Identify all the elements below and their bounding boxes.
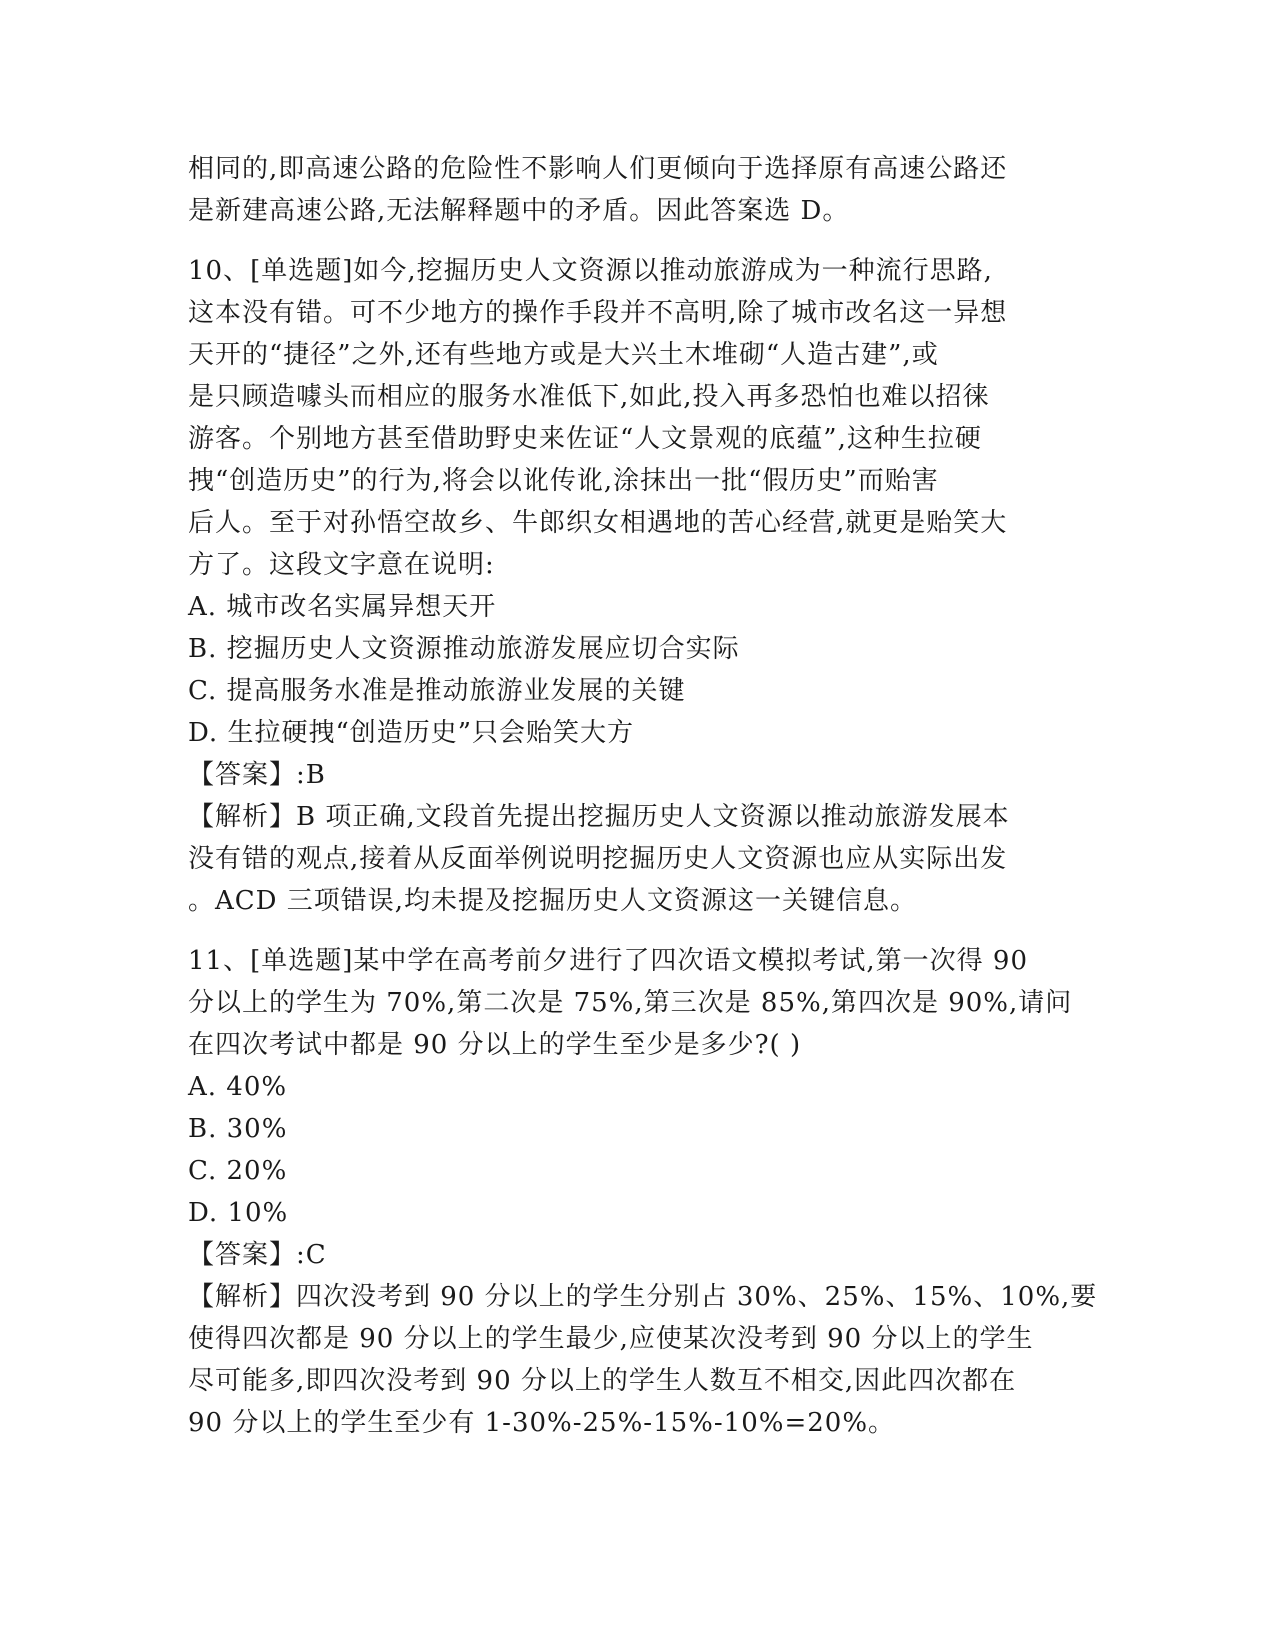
- option-b: B. 挖掘历史人文资源推动旅游发展应切合实际: [188, 634, 740, 664]
- question-stem-line: 这本没有错。可不少地方的操作手段并不高明,除了城市改名这一异想: [188, 298, 1008, 328]
- text-line: 是新建高速公路,无法解释题中的矛盾。因此答案选 D。: [188, 196, 850, 226]
- analysis-line: 90 分以上的学生至少有 1-30%-25%-15%-10%=20%。: [188, 1408, 896, 1438]
- question-10: [188, 250, 1088, 922]
- question-11: [188, 940, 1098, 1444]
- analysis-line: 。ACD 三项错误,均未提及挖掘历史人文资源这一关键信息。: [188, 886, 918, 916]
- question-stem-line: 是只顾造噱头而相应的服务水准低下,如此,投入再多恐怕也难以招徕: [188, 382, 990, 412]
- option-d: D. 生拉硬拽“创造历史”只会贻笑大方: [188, 718, 635, 748]
- answer-line: 【答案】:C: [188, 1240, 327, 1270]
- question-stem-line: 后人。至于对孙悟空故乡、牛郎织女相遇地的苦心经营,就更是贻笑大: [188, 508, 1008, 538]
- question-stem-line: 分以上的学生为 70%,第二次是 75%,第三次是 85%,第四次是 90%,请问: [188, 988, 1073, 1018]
- question-stem-line: 11、[单选题]某中学在高考前夕进行了四次语文模拟考试,第一次得 90: [188, 946, 1028, 976]
- option-c: C. 20%: [188, 1156, 288, 1186]
- analysis-line: 没有错的观点,接着从反面举例说明挖掘历史人文资源也应从实际出发: [188, 844, 1008, 874]
- text-line: 相同的,即高速公路的危险性不影响人们更倾向于选择原有高速公路还: [188, 154, 1008, 184]
- question-stem-line: 10、[单选题]如今,挖掘历史人文资源以推动旅游成为一种流行思路,: [188, 256, 993, 286]
- option-c: C. 提高服务水准是推动旅游业发展的关键: [188, 676, 686, 706]
- option-a: A. 40%: [188, 1072, 288, 1102]
- question-stem-line: 在四次考试中都是 90 分以上的学生至少是多少?( ): [188, 1030, 802, 1060]
- analysis-line: 使得四次都是 90 分以上的学生最少,应使某次没考到 90 分以上的学生: [188, 1324, 1034, 1354]
- option-d: D. 10%: [188, 1198, 289, 1228]
- previous-analysis-continuation: [188, 148, 1088, 232]
- question-stem-line: 游客。个别地方甚至借助野史来佐证“人文景观的底蕴”,这种生拉硬: [188, 424, 982, 454]
- option-b: B. 30%: [188, 1114, 288, 1144]
- question-stem-line: 天开的“捷径”之外,还有些地方或是大兴土木堆砌“人造古建”,或: [188, 340, 939, 370]
- option-a: A. 城市改名实属异想天开: [188, 592, 497, 622]
- question-stem-line: 方了。这段文字意在说明:: [188, 550, 495, 580]
- analysis-line: 【解析】B 项正确,文段首先提出挖掘历史人文资源以推动旅游发展本: [188, 802, 1010, 832]
- answer-line: 【答案】:B: [188, 760, 326, 790]
- question-stem-line: 拽“创造历史”的行为,将会以讹传讹,涂抹出一批“假历史”而贻害: [188, 466, 939, 496]
- analysis-line: 【解析】四次没考到 90 分以上的学生分别占 30%、25%、15%、10%,要: [188, 1282, 1098, 1312]
- analysis-line: 尽可能多,即四次没考到 90 分以上的学生人数互不相交,因此四次都在: [188, 1366, 1017, 1396]
- document-page: [188, 148, 1098, 1444]
